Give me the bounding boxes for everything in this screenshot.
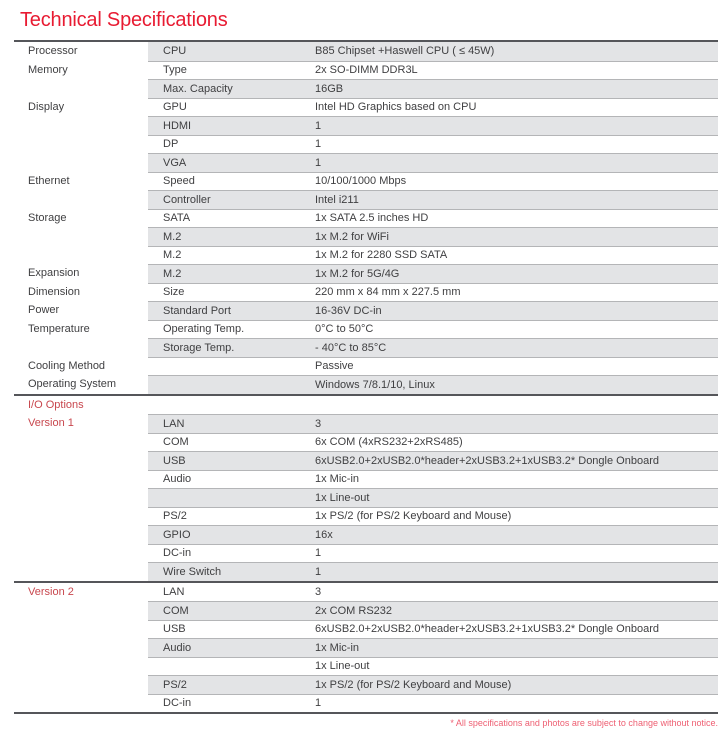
label-cell: Wire Switch xyxy=(163,565,222,578)
value-cell: 3 xyxy=(315,417,322,430)
category-cell xyxy=(14,525,148,544)
row-cells xyxy=(148,338,718,357)
category-cell: Operating System xyxy=(14,375,148,394)
value-cell: 16-36V DC-in xyxy=(315,304,382,317)
table-row xyxy=(14,283,718,302)
label-cell: Audio xyxy=(163,641,192,654)
table-row xyxy=(14,61,718,80)
row-cells xyxy=(148,357,718,376)
value-cell: 16GB xyxy=(315,82,344,95)
value-cell: 1 xyxy=(315,119,322,132)
table-row xyxy=(14,675,718,694)
row-cells xyxy=(148,470,718,489)
row-cells xyxy=(148,246,718,265)
table-row xyxy=(14,507,718,526)
label-cell: Storage Temp. xyxy=(163,341,235,354)
table-row xyxy=(14,414,718,433)
table-row xyxy=(14,172,718,191)
spec-table xyxy=(14,40,718,714)
label-cell xyxy=(148,658,300,676)
category-cell xyxy=(14,657,148,676)
label-cell: M.2 xyxy=(163,230,182,243)
table-row xyxy=(14,190,718,209)
value-cell: 1x PS/2 (for PS/2 Keyboard and Mouse) xyxy=(315,678,512,691)
row-cells xyxy=(148,135,718,154)
label-cell: GPIO xyxy=(163,528,191,541)
row-cells xyxy=(148,227,718,246)
category-cell xyxy=(14,190,148,209)
row-cells xyxy=(148,320,718,339)
row-cells xyxy=(148,433,718,452)
table-row xyxy=(14,583,718,602)
table-row xyxy=(14,116,718,135)
label-cell: COM xyxy=(163,604,189,617)
category-cell xyxy=(14,79,148,98)
category-cell: Processor xyxy=(14,42,148,61)
table-row xyxy=(14,135,718,154)
category-cell: I/O Options xyxy=(14,396,148,415)
label-cell: PS/2 xyxy=(163,510,187,523)
label-cell: Audio xyxy=(163,473,192,486)
table-row xyxy=(14,488,718,507)
table-row xyxy=(14,153,718,172)
table-row xyxy=(14,638,718,657)
category-cell xyxy=(14,638,148,657)
table-row xyxy=(14,338,718,357)
row-cells xyxy=(148,562,718,581)
category-cell xyxy=(14,227,148,246)
value-cell: 3 xyxy=(315,585,322,598)
label-cell xyxy=(148,489,300,507)
table-row xyxy=(14,320,718,339)
value-cell: 10/100/1000 Mbps xyxy=(315,175,407,188)
category-cell: Temperature xyxy=(14,320,148,339)
value-cell: 1x SATA 2.5 inches HD xyxy=(315,212,429,225)
label-cell: Controller xyxy=(163,193,211,206)
value-cell: 1 xyxy=(315,565,322,578)
value-cell: - 40°C to 85°C xyxy=(315,341,387,354)
row-cells xyxy=(148,396,718,415)
label-cell: USB xyxy=(163,623,186,636)
row-cells xyxy=(148,264,718,283)
row-cells xyxy=(148,172,718,191)
row-cells xyxy=(148,657,718,676)
category-cell: Display xyxy=(14,98,148,117)
label-cell: LAN xyxy=(163,585,185,598)
label-cell: SATA xyxy=(163,212,191,225)
footnote: * All specifications and photos are subject to change without notice. xyxy=(450,718,718,728)
category-cell xyxy=(14,544,148,563)
value-cell: 1x Mic-in xyxy=(315,473,360,486)
label-cell: DP xyxy=(163,138,179,151)
section-divider xyxy=(14,712,718,714)
row-cells xyxy=(148,601,718,620)
category-cell xyxy=(14,488,148,507)
row-cells xyxy=(148,675,718,694)
value-cell: 0°C to 50°C xyxy=(315,323,374,336)
category-cell: Version 2 xyxy=(14,583,148,602)
label-cell: COM xyxy=(163,436,189,449)
table-row xyxy=(14,227,718,246)
value-cell: 6xUSB2.0+2xUSB2.0*header+2xUSB3.2+1xUSB3.2* Dongle Onboard xyxy=(315,454,659,467)
value-cell: Intel i211 xyxy=(315,193,359,206)
value-cell: 1x M.2 for 2280 SSD SATA xyxy=(315,249,448,262)
table-row xyxy=(14,525,718,544)
category-cell xyxy=(14,507,148,526)
category-cell: Expansion xyxy=(14,264,148,283)
label-cell: Type xyxy=(163,64,187,77)
table-row xyxy=(14,694,718,713)
page-header xyxy=(0,0,728,40)
label-cell: Standard Port xyxy=(163,304,231,317)
label-cell: LAN xyxy=(163,417,185,430)
value-cell: 1 xyxy=(315,138,322,151)
row-cells xyxy=(148,414,718,433)
category-cell xyxy=(14,116,148,135)
label-cell: DC-in xyxy=(163,697,192,710)
row-cells xyxy=(148,694,718,713)
row-cells xyxy=(148,61,718,80)
value-cell: Intel HD Graphics based on CPU xyxy=(315,101,477,114)
value-cell: 2x SO-DIMM DDR3L xyxy=(315,64,418,77)
row-cells xyxy=(148,98,718,117)
row-cells xyxy=(148,79,718,98)
row-cells xyxy=(148,209,718,228)
value-cell xyxy=(300,396,718,415)
label-cell: PS/2 xyxy=(163,678,187,691)
table-row xyxy=(14,544,718,563)
value-cell: Passive xyxy=(315,360,354,373)
row-cells xyxy=(148,583,718,602)
label-cell: M.2 xyxy=(163,249,182,262)
label-cell: CPU xyxy=(163,45,187,58)
category-cell xyxy=(14,601,148,620)
value-cell: 1x M.2 for WiFi xyxy=(315,230,389,243)
row-cells xyxy=(148,488,718,507)
row-cells xyxy=(148,507,718,526)
row-cells xyxy=(148,451,718,470)
label-cell: USB xyxy=(163,454,186,467)
value-cell: 1x PS/2 (for PS/2 Keyboard and Mouse) xyxy=(315,510,512,523)
category-cell: Dimension xyxy=(14,283,148,302)
row-cells xyxy=(148,116,718,135)
value-cell: 6xUSB2.0+2xUSB2.0*header+2xUSB3.2+1xUSB3.2* Dongle Onboard xyxy=(315,623,659,636)
table-row xyxy=(14,620,718,639)
label-cell: Speed xyxy=(163,175,195,188)
label-cell xyxy=(148,396,300,415)
value-cell: B85 Chipset +Haswell CPU ( ≤ 45W) xyxy=(315,45,495,58)
label-cell xyxy=(148,358,300,376)
category-cell xyxy=(14,135,148,154)
label-cell: M.2 xyxy=(163,267,182,280)
row-cells xyxy=(148,375,718,394)
category-cell xyxy=(14,562,148,581)
label-cell xyxy=(148,376,300,394)
label-cell: HDMI xyxy=(163,119,192,132)
table-row xyxy=(14,246,718,265)
label-cell: GPU xyxy=(163,101,187,114)
table-row xyxy=(14,357,718,376)
category-cell xyxy=(14,153,148,172)
table-row xyxy=(14,601,718,620)
row-cells xyxy=(148,301,718,320)
row-cells xyxy=(148,42,718,61)
category-cell: Cooling Method xyxy=(14,357,148,376)
value-cell: 1 xyxy=(315,697,322,710)
page-title: Technical Specifications xyxy=(20,9,228,31)
row-cells xyxy=(148,190,718,209)
table-row xyxy=(14,657,718,676)
value-cell: 1x Line-out xyxy=(315,491,370,504)
row-cells xyxy=(148,620,718,639)
value-cell: 1x M.2 for 5G/4G xyxy=(315,267,400,280)
row-cells xyxy=(148,544,718,563)
label-cell: Operating Temp. xyxy=(163,323,245,336)
value-cell: 6x COM (4xRS232+2xRS485) xyxy=(315,436,463,449)
table-row xyxy=(14,98,718,117)
category-cell: Power xyxy=(14,301,148,320)
label-cell: Size xyxy=(163,286,185,299)
category-cell xyxy=(14,451,148,470)
label-cell: Max. Capacity xyxy=(163,82,233,95)
table-row xyxy=(14,209,718,228)
table-row xyxy=(14,451,718,470)
category-cell: Version 1 xyxy=(14,414,148,433)
table-row xyxy=(14,562,718,581)
table-row xyxy=(14,470,718,489)
category-cell xyxy=(14,338,148,357)
table-row xyxy=(14,396,718,415)
category-cell: Memory xyxy=(14,61,148,80)
category-cell xyxy=(14,433,148,452)
row-cells xyxy=(148,283,718,302)
table-row xyxy=(14,79,718,98)
value-cell: 1x Mic-in xyxy=(315,641,360,654)
category-cell xyxy=(14,675,148,694)
table-row xyxy=(14,433,718,452)
category-cell xyxy=(14,694,148,713)
value-cell: 2x COM RS232 xyxy=(315,604,393,617)
value-cell: 220 mm x 84 mm x 227.5 mm xyxy=(315,286,461,299)
table-row xyxy=(14,42,718,61)
table-row xyxy=(14,301,718,320)
row-cells xyxy=(148,525,718,544)
label-cell: VGA xyxy=(163,156,187,169)
value-cell: Windows 7/8.1/10, Linux xyxy=(315,378,435,391)
category-cell xyxy=(14,246,148,265)
category-cell: Ethernet xyxy=(14,172,148,191)
table-row xyxy=(14,375,718,394)
row-cells xyxy=(148,153,718,172)
value-cell: 16x xyxy=(315,528,333,541)
category-cell xyxy=(14,470,148,489)
category-cell xyxy=(14,620,148,639)
value-cell: 1 xyxy=(315,156,322,169)
value-cell: 1x Line-out xyxy=(315,660,370,673)
category-cell: Storage xyxy=(14,209,148,228)
value-cell: 1 xyxy=(315,547,322,560)
table-row xyxy=(14,264,718,283)
label-cell: DC-in xyxy=(163,547,192,560)
row-cells xyxy=(148,638,718,657)
